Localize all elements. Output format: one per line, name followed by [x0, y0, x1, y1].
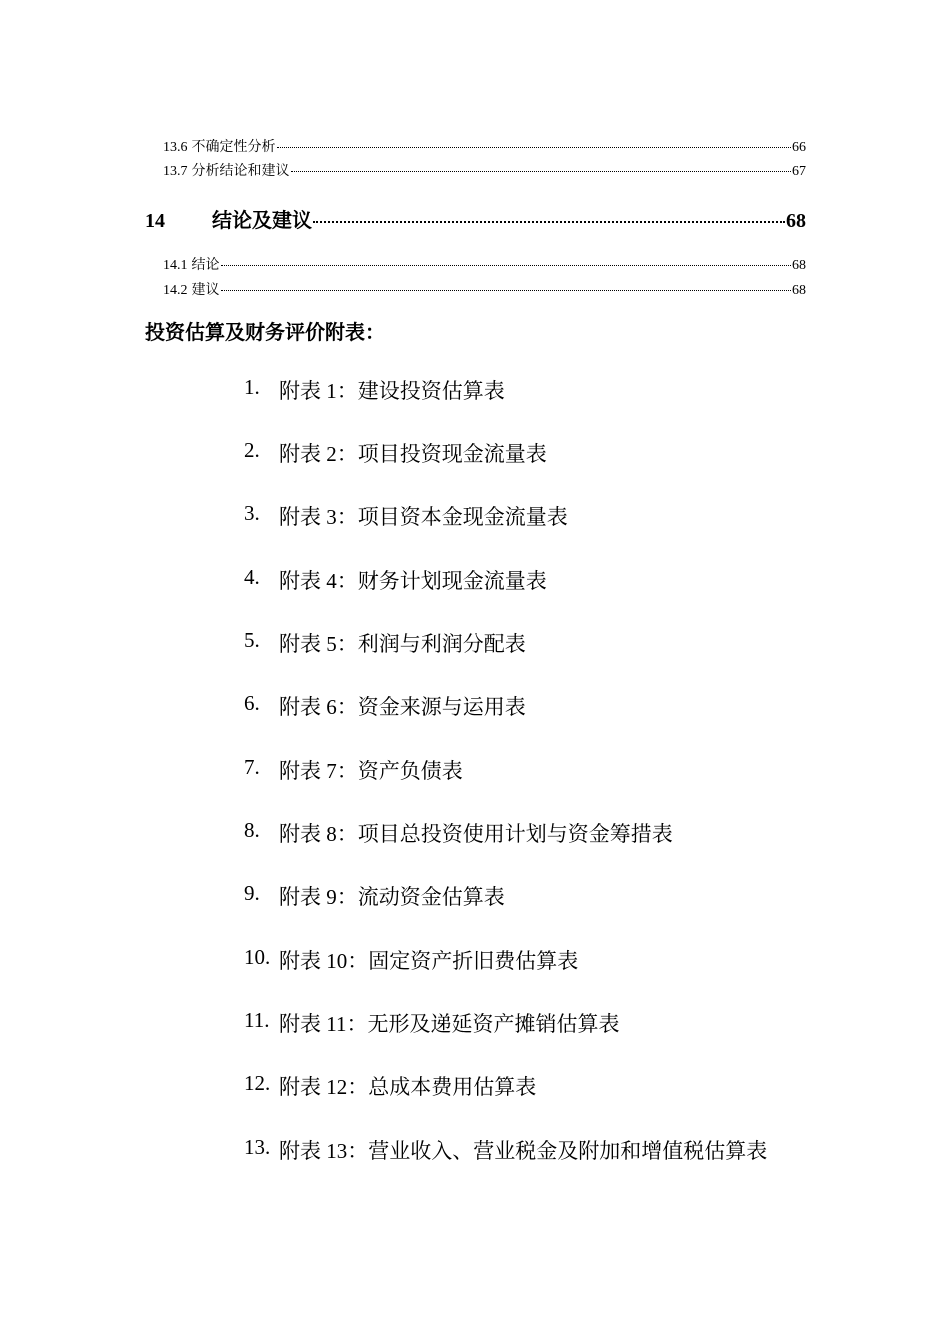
- annex-item: [244, 375, 505, 405]
- annex-item-label: 附表 10：固定资产折旧费估算表: [279, 949, 579, 973]
- toc-entry-number: 14.1: [163, 258, 188, 273]
- toc-entry-page: 68: [792, 283, 806, 298]
- annex-item: [244, 628, 526, 658]
- toc-entry-13-7[interactable]: [163, 160, 806, 180]
- annex-item-label: 附表 6：资金来源与运用表: [279, 695, 526, 719]
- annex-item-index: 1.: [244, 375, 260, 399]
- toc-entry-page: 68: [792, 258, 806, 273]
- annex-item-index: 13.: [244, 1135, 271, 1159]
- toc-entry-page: 67: [792, 164, 806, 179]
- annex-item-index: 2.: [244, 438, 260, 462]
- annex-item: [244, 565, 547, 595]
- toc-entry-title: 不确定性分析: [191, 140, 276, 155]
- annex-item: [244, 1008, 619, 1038]
- toc-entry-title: 分析结论和建议: [191, 164, 290, 179]
- toc-entry-number: 14.2: [163, 283, 188, 298]
- annex-item-label: 附表 7：资产负债表: [279, 759, 463, 783]
- annex-item-index: 12.: [244, 1071, 271, 1095]
- toc-entry-number: 13.7: [163, 164, 188, 179]
- toc-leader-dots: [313, 221, 785, 223]
- annex-item: [244, 691, 526, 721]
- annex-item-index: 8.: [244, 818, 260, 842]
- annex-item-label: 附表 5：利润与利润分配表: [279, 632, 526, 656]
- toc-entry-page: 66: [792, 140, 806, 155]
- annex-item-index: 9.: [244, 881, 260, 905]
- annex-item-index: 4.: [244, 565, 260, 589]
- toc-entry-number: 13.6: [163, 140, 188, 155]
- toc-entry-page: 68: [786, 210, 806, 232]
- toc-entry-13-6[interactable]: [163, 136, 806, 156]
- annex-item-label: 附表 13：营业收入、营业税金及附加和增值税估算表: [279, 1139, 768, 1163]
- annex-item: [244, 755, 463, 785]
- annex-heading: 投资估算及财务评价附表：: [145, 320, 385, 344]
- annex-item-label: 附表 3：项目资本金现金流量表: [279, 505, 568, 529]
- toc-leader-dots: [221, 290, 792, 291]
- toc-entry-14[interactable]: [145, 204, 806, 233]
- annex-item-label: 附表 11：无形及递延资产摊销估算表: [279, 1012, 620, 1036]
- toc-entry-14-2[interactable]: [163, 279, 806, 299]
- toc-leader-dots: [221, 265, 792, 266]
- annex-item: [244, 881, 505, 911]
- annex-item-label: 附表 2：项目投资现金流量表: [279, 442, 547, 466]
- toc-entry-number: 14: [145, 210, 165, 232]
- annex-item-label: 附表 1：建设投资估算表: [279, 379, 505, 403]
- annex-item: [244, 1135, 767, 1165]
- annex-item: [244, 818, 673, 848]
- annex-item-index: 6.: [244, 691, 260, 715]
- annex-item-index: 5.: [244, 628, 260, 652]
- annex-item-label: 附表 12：总成本费用估算表: [279, 1075, 537, 1099]
- annex-item-index: 7.: [244, 755, 260, 779]
- annex-item: [244, 501, 568, 531]
- toc-entry-14-1[interactable]: [163, 254, 806, 274]
- annex-item: [244, 438, 547, 468]
- toc-entry-title: 建议: [191, 283, 220, 298]
- toc-entry-title: 结论及建议: [212, 208, 312, 232]
- annex-item-label: 附表 9：流动资金估算表: [279, 885, 505, 909]
- annex-item: [244, 1071, 536, 1101]
- toc-leader-dots: [291, 171, 792, 172]
- annex-item-index: 3.: [244, 501, 260, 525]
- toc-entry-title: 结论: [191, 258, 220, 273]
- annex-item-label: 附表 4：财务计划现金流量表: [279, 569, 547, 593]
- annex-item-index: 10.: [244, 945, 271, 969]
- annex-item: [244, 945, 578, 975]
- annex-item-index: 11.: [244, 1008, 270, 1032]
- annex-item-label: 附表 8：项目总投资使用计划与资金筹措表: [279, 822, 673, 846]
- toc-leader-dots: [277, 147, 792, 148]
